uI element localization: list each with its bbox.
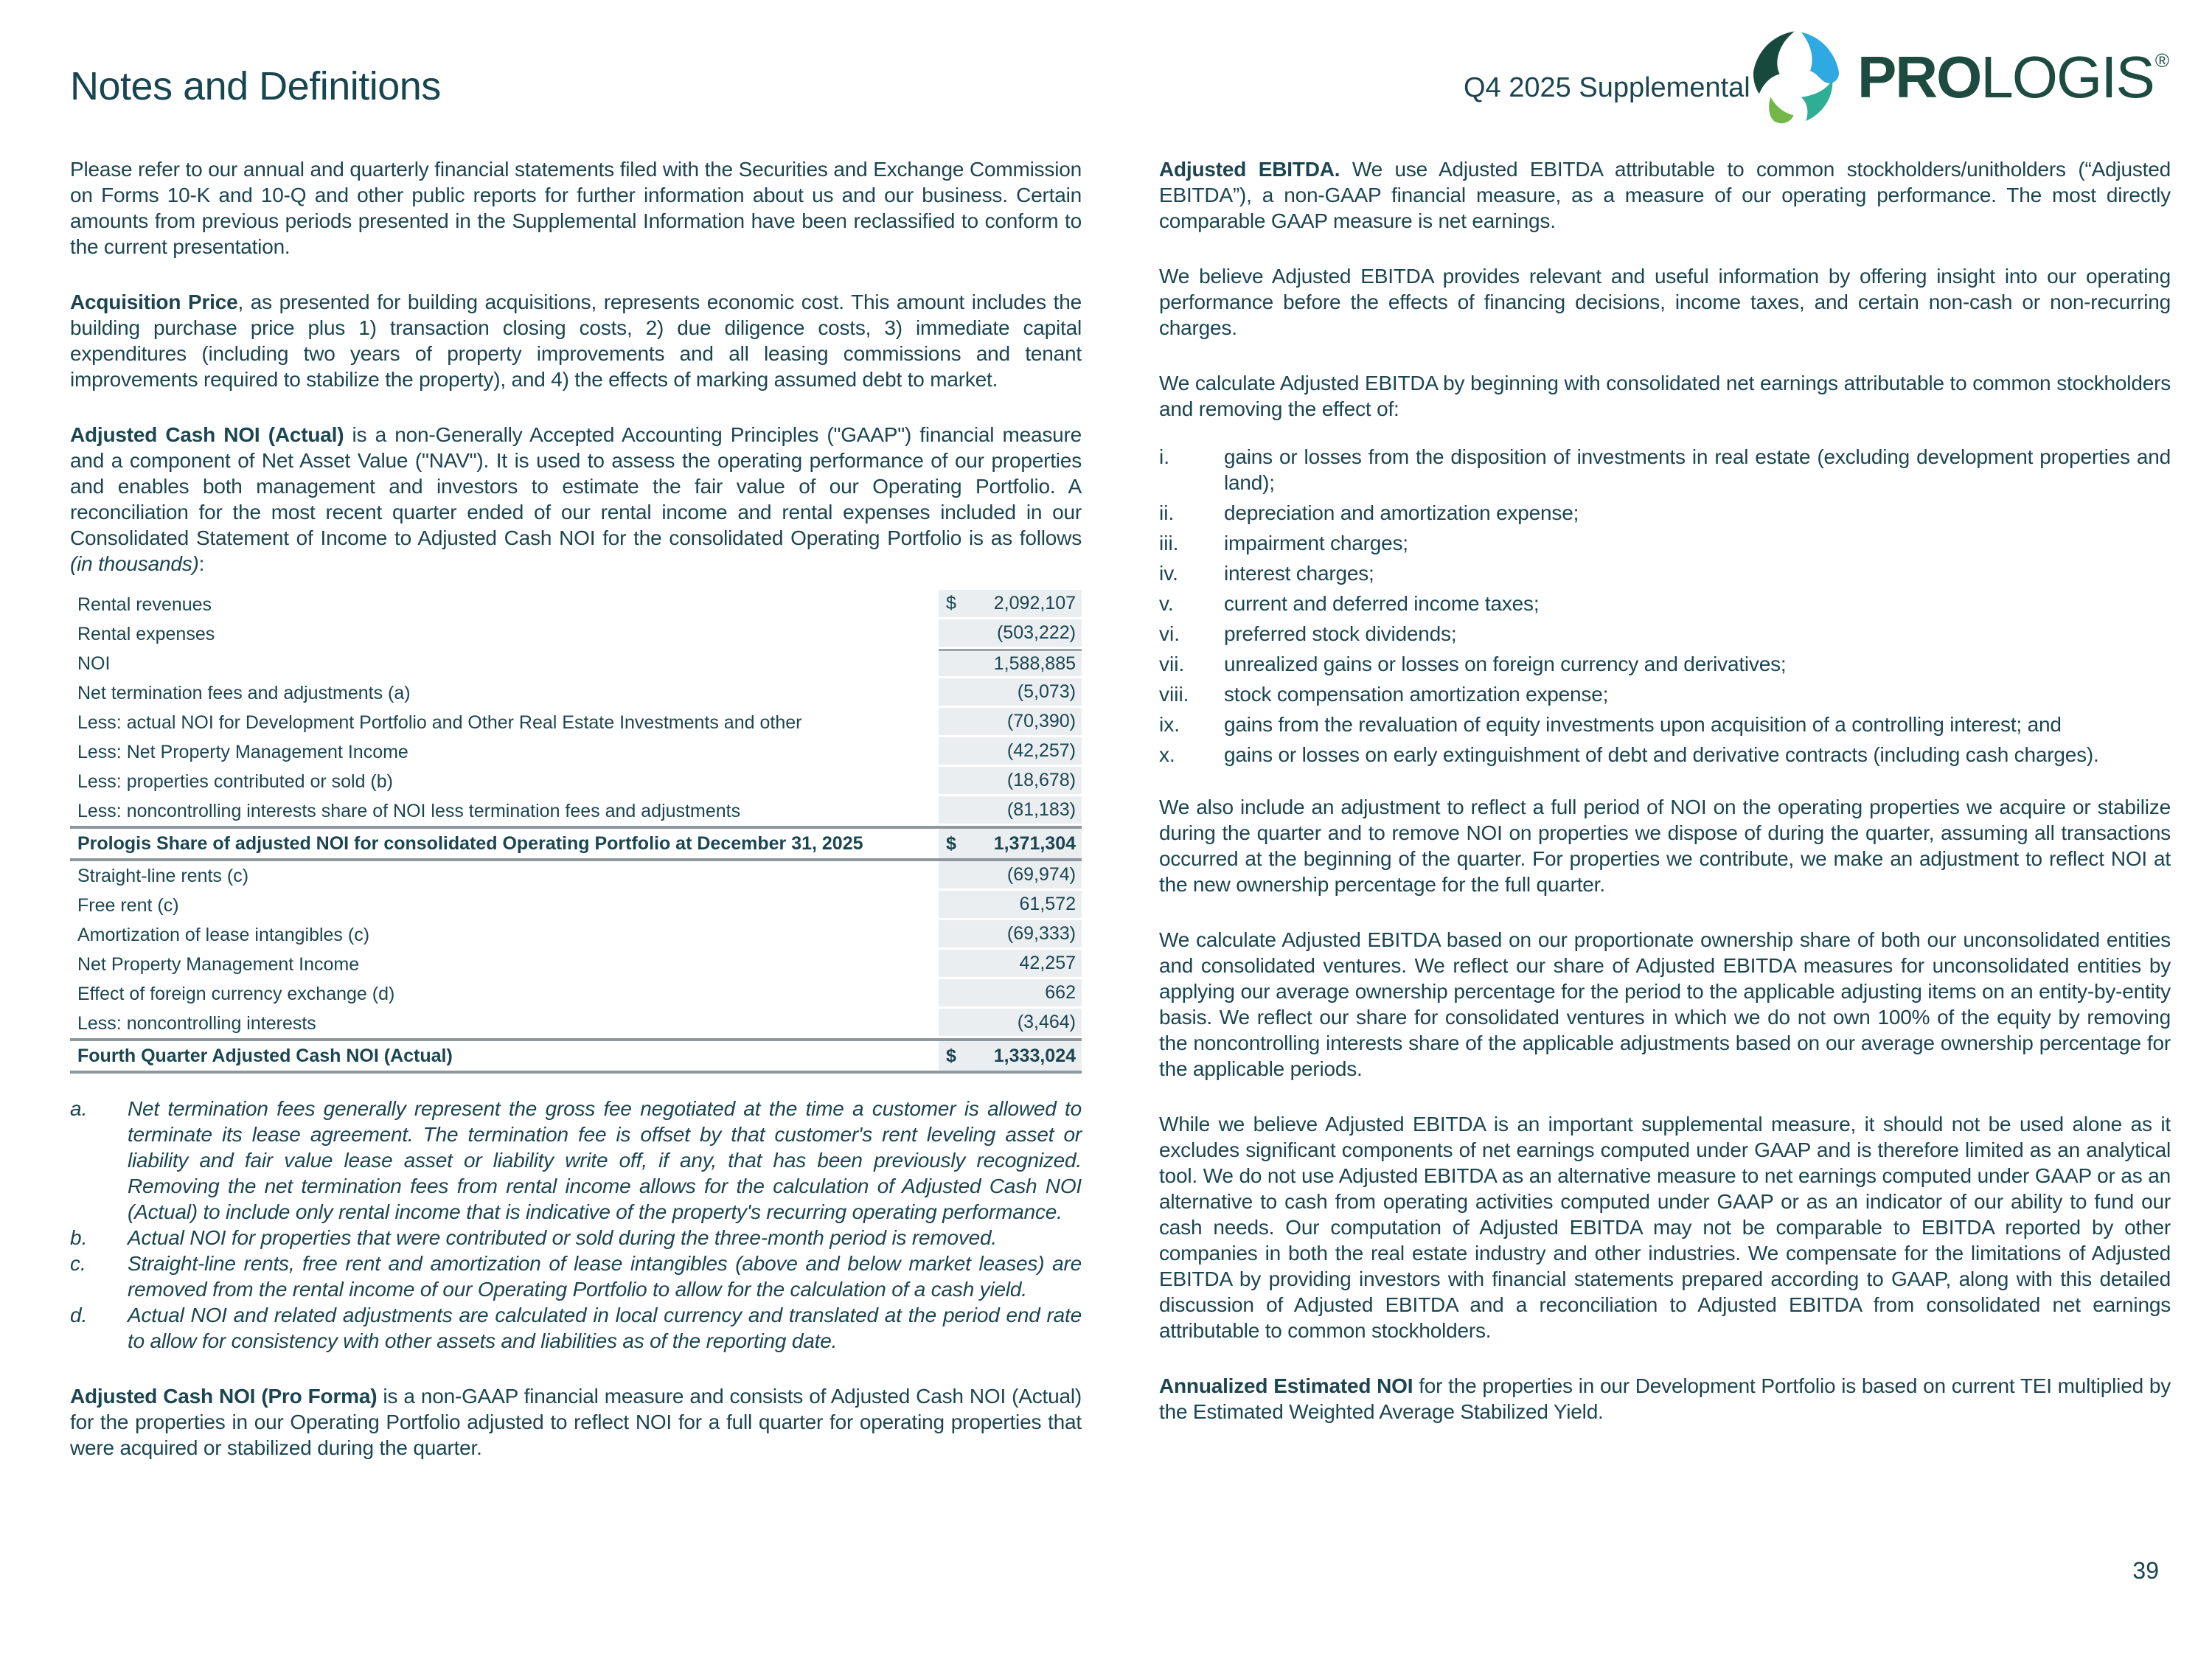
term-acquisition-price: Acquisition Price bbox=[70, 291, 238, 313]
amount: (5,073) bbox=[1017, 681, 1076, 702]
table-row bbox=[70, 590, 1082, 619]
paragraph-text: is a non-Generally Accepted Accounting Principles ("GAAP") financial measure and a component of Net Asset Value ("NAV"). It is used to assess the operating performance of our properties and enables both management and investors to estimate the fair value of our Operating Portfolio. A reconciliation for the most recent quarter ended of our rental income and rental expenses included in our Consolidated Statement of Income to Adjusted Cash NOI for the consolidated Operating Portfolio is as follows bbox=[70, 423, 1082, 549]
amount: 1,588,885 bbox=[993, 653, 1076, 674]
table-row bbox=[70, 979, 1082, 1009]
currency-sign: $ bbox=[946, 1045, 956, 1066]
list-item bbox=[1159, 500, 2171, 526]
list-item-label: v. bbox=[1159, 592, 1174, 615]
table-row bbox=[70, 891, 1082, 920]
list-item-label: i. bbox=[1159, 445, 1169, 468]
table-row-label: Prologis Share of adjusted NOI for consolidated Operating Portfolio at December 31, 2025 bbox=[77, 832, 863, 854]
list-item bbox=[1159, 651, 2171, 677]
table-row-label: Rental expenses bbox=[77, 623, 215, 644]
table-row-value bbox=[939, 861, 1082, 891]
list-item bbox=[1159, 530, 2171, 556]
amount: (503,222) bbox=[996, 622, 1076, 643]
wordmark-pro: PRO bbox=[1857, 44, 1981, 110]
footnote-label: a. bbox=[70, 1097, 88, 1120]
table-row-value bbox=[939, 767, 1082, 796]
table-row-value bbox=[939, 1009, 1082, 1038]
table-row-label: Less: Net Property Management Income bbox=[77, 741, 408, 762]
paragraph-intro bbox=[70, 156, 1082, 260]
paragraph-we-calculate bbox=[1159, 370, 2171, 422]
footnote-label: c. bbox=[70, 1252, 86, 1275]
table-row bbox=[70, 950, 1082, 979]
amount: (69,974) bbox=[1006, 864, 1076, 885]
supplemental-label: Q4 2025 Supplemental bbox=[1464, 72, 1750, 103]
list-item-label: iii. bbox=[1159, 532, 1179, 554]
table-row-value bbox=[939, 649, 1082, 678]
wordmark-logis: LOGIS bbox=[1980, 44, 2154, 110]
footnote-label: d. bbox=[70, 1304, 88, 1326]
footnote-a bbox=[70, 1096, 1082, 1225]
table-row-label: Free rent (c) bbox=[77, 894, 179, 916]
table-row-label: Effect of foreign currency exchange (d) bbox=[77, 983, 395, 1004]
prologis-globe-icon bbox=[1747, 28, 1846, 127]
prologis-logo bbox=[1747, 28, 2168, 127]
currency-sign: $ bbox=[946, 832, 956, 854]
amount: (70,390) bbox=[1006, 711, 1076, 731]
table-row bbox=[70, 678, 1082, 708]
footnote-d bbox=[70, 1302, 1082, 1354]
table-row-label: Less: actual NOI for Development Portfolio and Other Real Estate Investments and other bbox=[77, 712, 802, 733]
footnote-text: Straight-line rents, free rent and amortization of lease intangibles (above and below market leases) are removed from the rental income of our Operating Portfolio to allow for the calculation of a cash yield. bbox=[128, 1252, 1082, 1301]
list-item-label: ix. bbox=[1159, 713, 1180, 736]
list-item bbox=[1159, 742, 2171, 768]
list-item-text: preferred stock dividends; bbox=[1224, 622, 1457, 645]
table-row bbox=[70, 1009, 1082, 1038]
in-thousands-note: (in thousands) bbox=[70, 552, 199, 575]
list-item-label: vi. bbox=[1159, 622, 1180, 645]
table-row-value bbox=[939, 891, 1082, 920]
list-item bbox=[1159, 444, 2171, 495]
table-row-value bbox=[939, 1041, 1082, 1071]
list-item bbox=[1159, 560, 2171, 586]
table-row-value bbox=[939, 796, 1082, 826]
list-item-label: iv. bbox=[1159, 562, 1178, 585]
footnote-text: Actual NOI for properties that were contributed or sold during the three-month period is removed. bbox=[128, 1226, 997, 1249]
table-row bbox=[70, 708, 1082, 737]
table-row-label: Rental revenues bbox=[77, 594, 212, 615]
term-adjusted-cash-noi-pro-forma: Adjusted Cash NOI (Pro Forma) bbox=[70, 1385, 378, 1408]
table-row-label: NOI bbox=[77, 653, 111, 674]
paragraph-limitations bbox=[1159, 1111, 2171, 1343]
page-title: Notes and Definitions bbox=[70, 64, 441, 108]
table-total-row bbox=[70, 1038, 1082, 1074]
footnotes bbox=[70, 1096, 1082, 1354]
list-item-label: vii. bbox=[1159, 653, 1185, 675]
paragraph-we-believe bbox=[1159, 263, 2171, 341]
list-item-text: gains from the revaluation of equity investments upon acquisition of a controlling interest; and bbox=[1224, 713, 2062, 736]
table-row-label: Amortization of lease intangibles (c) bbox=[77, 924, 370, 945]
term-adjusted-cash-noi-actual: Adjusted Cash NOI (Actual) bbox=[70, 423, 344, 446]
list-item-text: gains or losses from the disposition of investments in real estate (excluding development properties and land); bbox=[1224, 445, 2171, 494]
amount: 1,333,024 bbox=[993, 1045, 1076, 1066]
paragraph-full-period-noi bbox=[1159, 794, 2171, 897]
list-item bbox=[1159, 712, 2171, 737]
noi-reconciliation-table bbox=[70, 590, 1082, 1074]
amount: (18,678) bbox=[1006, 770, 1076, 790]
list-item bbox=[1159, 681, 2171, 707]
amount: 1,371,304 bbox=[993, 832, 1076, 854]
footnote-label: b. bbox=[70, 1226, 88, 1249]
paragraph-text: We calculate Adjusted EBITDA based on our proportionate ownership share of both our unconsolidated entities and consolidated ventures. We reflect our share of Adjusted EBITDA measures for unconsolidated entities by applying our average ownership percentage for the period to the applicable adjusting items on an entity-by-entity basis. We reflect our share for consolidated ventures in which we do not own 100% of the equity by removing the noncontrolling interests share of the applicable adjustments based on our average ownership percentage for the applicable periods. bbox=[1159, 928, 2171, 1080]
table-row-label: Less: noncontrolling interests share of NOI less termination fees and adjustments bbox=[77, 800, 741, 821]
paragraph-text: , as presented for building acquisitions, represents economic cost. This amount includes the building purchase price plus 1) transaction closing costs, 2) due diligence costs, 3) immediate capital expenditures (including two years of property improvements and all leasing commissions and tenant improvements required to stabilize the property), and 4) the effects of marking assumed debt to market. bbox=[70, 291, 1082, 391]
paragraph-text: We calculate Adjusted EBITDA by beginning with consolidated net earnings attributable to common stockholders and removing the effect of: bbox=[1159, 372, 2171, 420]
paragraph-text: is a non-GAAP financial measure and consists of Adjusted Cash NOI (Actual) for the properties in our Operating Portfolio adjusted to reflect NOI for a full quarter for operating properties that were acquired or stabilized during the quarter. bbox=[70, 1385, 1082, 1459]
list-item-text: unrealized gains or losses on foreign currency and derivatives; bbox=[1224, 653, 1787, 675]
list-item-text: stock compensation amortization expense; bbox=[1224, 683, 1609, 706]
paragraph-acquisition-price bbox=[70, 289, 1082, 392]
list-item-text: impairment charges; bbox=[1224, 532, 1408, 554]
table-row-label: Straight-line rents (c) bbox=[77, 865, 249, 886]
table-row bbox=[70, 861, 1082, 891]
right-column bbox=[1159, 156, 2171, 1454]
list-item bbox=[1159, 621, 2171, 647]
page-number: 39 bbox=[2132, 1557, 2159, 1584]
amount: (81,183) bbox=[1006, 799, 1076, 820]
paragraph-adjusted-cash-noi-pro-forma bbox=[70, 1383, 1082, 1461]
paragraph-annualized-estimated-noi bbox=[1159, 1373, 2171, 1425]
paragraph-text: : bbox=[198, 552, 205, 575]
footnote-text: Actual NOI and related adjustments are calculated in local currency and translated at the period end rate to allow for consistency with other assets and liabilities as of the reporting date. bbox=[128, 1304, 1082, 1352]
table-row-value bbox=[939, 737, 1082, 767]
paragraph-text: While we believe Adjusted EBITDA is an important supplemental measure, it should not be used alone as it excludes significant components of net earnings computed under GAAP and is therefore limited as an analytical tool. We do not use Adjusted EBITDA as an alternative measure to net earnings computed under GAAP or as an alternative to cash from operating activities computed under GAAP or as an indicator of our ability to fund our cash needs. Our computation of Adjusted EBITDA may not be comparable to EBITDA reported by other companies in both the real estate industry and other industries. We compensate for the limitations of Adjusted EBITDA by providing investors with financial statements prepared according to GAAP, along with this detailed discussion of Adjusted EBITDA and a reconciliation to Adjusted EBITDA from consolidated net earnings attributable to common stockholders. bbox=[1159, 1113, 2171, 1342]
currency-sign: $ bbox=[946, 593, 956, 613]
table-row bbox=[70, 796, 1082, 826]
amount: (69,333) bbox=[1006, 923, 1076, 944]
list-item-label: ii. bbox=[1159, 501, 1175, 524]
table-row-value bbox=[939, 708, 1082, 737]
paragraph-text: We believe Adjusted EBITDA provides relevant and useful information by offering insight into our operating performance before the effects of financing decisions, income taxes, and certain non-cash or non-recurring charges. bbox=[1159, 265, 2171, 339]
paragraph-text: for the properties in our Development Portfolio is based on current TEI multiplied by the Estimated Weighted Average Stabilized Yield. bbox=[1159, 1374, 2171, 1423]
table-row-value bbox=[939, 979, 1082, 1009]
paragraph-text: Please refer to our annual and quarterly financial statements filed with the Securities and Exchange Commission on Forms 10-K and 10-Q and other public reports for further information about us and our business. Certain amounts from previous periods presented in the Supplemental Information have been reclassified to conform to the current presentation. bbox=[70, 158, 1082, 258]
list-item-label: x. bbox=[1159, 743, 1175, 766]
table-row bbox=[70, 767, 1082, 796]
paragraph-adjusted-ebitda bbox=[1159, 156, 2171, 234]
list-item-text: interest charges; bbox=[1224, 562, 1374, 585]
table-row bbox=[70, 920, 1082, 950]
paragraph-text: We also include an adjustment to reflect a full period of NOI on the operating properties we acquire or stabilize during the quarter and to remove NOI on properties we dispose of during the quarter, assuming all transactions occurred at the beginning of the quarter. For properties we contribute, we make an adjustment to reflect NOI at the new ownership percentage for the full quarter. bbox=[1159, 796, 2171, 896]
footnote-c bbox=[70, 1251, 1082, 1302]
amount: (3,464) bbox=[1017, 1012, 1076, 1032]
table-row-value bbox=[939, 619, 1082, 649]
table-row-label: Net termination fees and adjustments (a) bbox=[77, 682, 411, 703]
registered-mark: ® bbox=[2154, 49, 2168, 72]
amount: 42,257 bbox=[1019, 953, 1076, 973]
prologis-wordmark bbox=[1857, 44, 2168, 110]
table-row-value bbox=[939, 920, 1082, 950]
list-item-text: current and deferred income taxes; bbox=[1224, 592, 1540, 615]
table-row-label: Less: noncontrolling interests bbox=[77, 1012, 316, 1034]
list-item-label: viii. bbox=[1159, 683, 1189, 706]
table-row-value bbox=[939, 590, 1082, 619]
amount: (42,257) bbox=[1006, 740, 1076, 761]
list-item bbox=[1159, 591, 2171, 616]
table-subtotal-row bbox=[70, 826, 1082, 861]
term-annualized-estimated-noi: Annualized Estimated NOI bbox=[1159, 1374, 1413, 1397]
footnote-b bbox=[70, 1225, 1082, 1251]
table-row-value bbox=[939, 829, 1082, 858]
footnote-text: Net termination fees generally represent the gross fee negotiated at the time a customer is allowed to terminate its lease agreement. The termination fee is offset by that customer's rent leveling asset or liability and fair value lease asset or liability write off, if any, that has been previously recognized. Removing the net termination fees from rental income allows for the calculation of Adjusted Cash NOI (Actual) to include only rental income that is indicative of the property's recurring operating performance. bbox=[128, 1097, 1082, 1223]
table-row bbox=[70, 649, 1082, 678]
table-row-label: Less: properties contributed or sold (b) bbox=[77, 771, 393, 792]
list-item-text: gains or losses on early extinguishment of debt and derivative contracts (including cash charges). bbox=[1224, 743, 2099, 766]
adjusted-ebitda-adjustments-list bbox=[1159, 444, 2171, 768]
amount: 2,092,107 bbox=[993, 593, 1076, 613]
term-adjusted-ebitda: Adjusted EBITDA. bbox=[1159, 158, 1340, 181]
left-column bbox=[70, 156, 1082, 1490]
list-item-text: depreciation and amortization expense; bbox=[1224, 501, 1579, 524]
table-row-value bbox=[939, 678, 1082, 708]
paragraph-adjusted-cash-noi-actual bbox=[70, 422, 1082, 577]
paragraph-proportionate-share bbox=[1159, 927, 2171, 1082]
table-row-label: Fourth Quarter Adjusted Cash NOI (Actual) bbox=[77, 1045, 453, 1066]
table-row bbox=[70, 619, 1082, 649]
table-row-label: Net Property Management Income bbox=[77, 953, 360, 975]
table-row bbox=[70, 737, 1082, 767]
table-row-value bbox=[939, 950, 1082, 979]
amount: 662 bbox=[1045, 982, 1076, 1003]
paragraph-text: We use Adjusted EBITDA attributable to common stockholders/unitholders (“Adjusted EBITDA”), a non-GAAP financial measure, as a measure of our operating performance. The most directly comparable GAAP measure is net earnings. bbox=[1159, 158, 2171, 232]
amount: 61,572 bbox=[1019, 894, 1076, 914]
